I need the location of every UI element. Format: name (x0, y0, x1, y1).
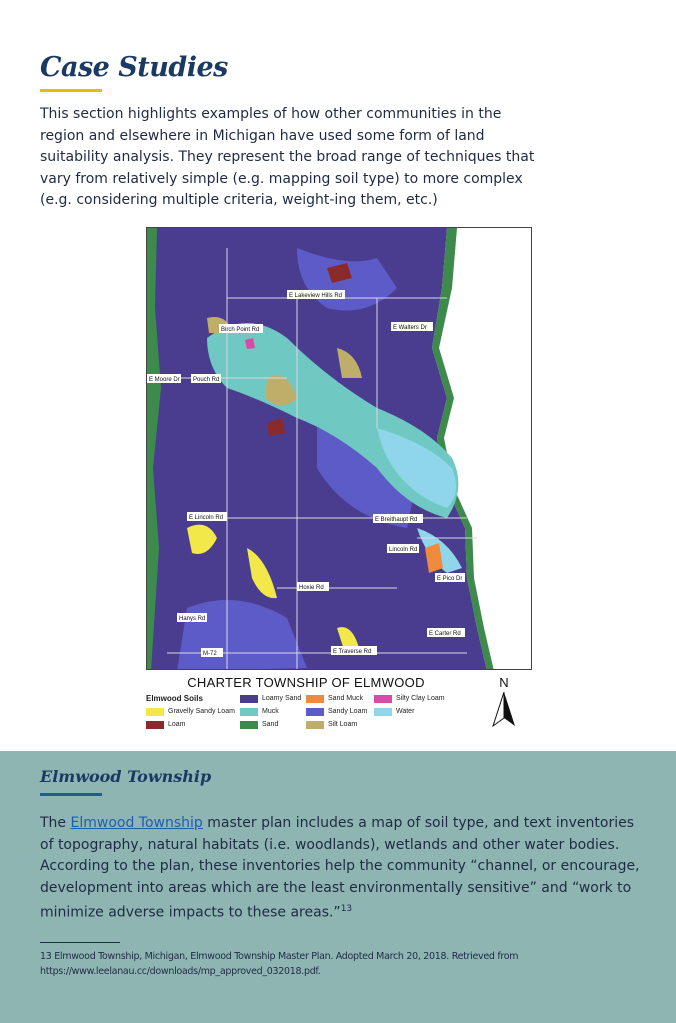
road-label: Lincoln Rd (389, 547, 418, 553)
case-study-underline (40, 793, 102, 796)
legend-label: Sandy Loam (328, 708, 368, 715)
legend-item (240, 720, 278, 729)
legend-swatch (240, 721, 258, 729)
case-study-body (40, 813, 640, 924)
legend-label: Silty Clay Loam (396, 695, 445, 702)
north-label: N (499, 675, 509, 690)
legend-label: Gravelly Sandy Loam (168, 708, 235, 715)
legend-swatch (306, 695, 324, 703)
legend-item (306, 707, 367, 716)
road-label: E Moore Dr (149, 377, 180, 383)
legend-label: Water (396, 708, 415, 715)
road-label: E Breithaupt Rd (375, 517, 418, 523)
legend-label: Loam (168, 721, 186, 728)
intro-paragraph: This section highlights examples of how other communities in the region and elsewhere in Michigan have used some form of land suitability analysis. They represent the broad range of techniques that vary from relatively simple (e.g. mapping soil type) to more complex (e.g. considering multiple criteria, weight-ing them, etc.) (40, 106, 535, 208)
legend-swatch (306, 708, 324, 716)
legend-label: Silt Loam (328, 721, 358, 728)
road-label: E Lakeview Hills Rd (289, 293, 343, 299)
footnote-rule (40, 942, 120, 943)
soil-map-graphic (147, 228, 532, 670)
legend-swatch (374, 695, 392, 703)
elmwood-township-link[interactable]: Elmwood Township (70, 815, 203, 831)
road-label: Hanys Rd (179, 616, 206, 622)
soil-map (146, 227, 532, 670)
body-text-rest: master plan includes a map of soil type, and text inventories of topography, natural habitats (i.e. woodlands), wetlands and other water bodies. According to the plan, these inventories help the community “channel, or encourage, development into areas which are the least environmentally sensitive” and “work to minimize adverse impacts to these areas.” (40, 815, 640, 921)
map-legend (146, 694, 486, 734)
map-title: CHARTER TOWNSHIP OF ELMWOOD (187, 675, 425, 690)
legend-item (374, 694, 445, 703)
legend-label: Muck (262, 708, 279, 715)
road-label: Hoxie Rd (299, 585, 324, 591)
road-label: E Traverse Rd (333, 649, 372, 655)
legend-item (146, 707, 235, 716)
legend-item (306, 694, 363, 703)
body-text-start: The (40, 815, 71, 831)
case-study-title: Elmwood Township (40, 767, 212, 786)
legend-item (240, 694, 301, 703)
road-label: Pouch Rd (193, 377, 220, 383)
footnote-ref: 13 (340, 904, 353, 914)
legend-item (374, 707, 414, 716)
legend-label: Sand (262, 721, 279, 728)
legend-swatch (146, 708, 164, 716)
north-arrow-icon (491, 692, 517, 728)
road-label: E Carter Rd (429, 631, 461, 637)
legend-swatch (146, 721, 164, 729)
legend-swatch (240, 695, 258, 703)
legend-label: Sand Muck (328, 695, 364, 702)
legend-swatch (306, 721, 324, 729)
title-underline (40, 89, 102, 92)
road-label: Birch Point Rd (221, 327, 260, 333)
legend-item (306, 720, 357, 729)
legend-heading: Elmwood Soils (146, 694, 203, 703)
road-label: E Walters Dr (393, 325, 427, 331)
road-label: E Pico Dr (437, 576, 463, 582)
legend-item (146, 720, 186, 729)
legend-label: Loamy Sand (262, 695, 302, 702)
legend-swatch (240, 708, 258, 716)
legend-swatch (374, 708, 392, 716)
road-label: M-72 (203, 651, 217, 657)
road-label: E Lincoln Rd (189, 515, 224, 521)
footnote-text: 13 Elmwood Township, Michigan, Elmwood Township Master Plan. Adopted March 20, 2018. Retrieved from https://www.leelanau.cc/downloads/mp_approved_032018.pdf. (40, 951, 519, 977)
legend-item (240, 707, 279, 716)
page-title: Case Studies (40, 52, 228, 83)
